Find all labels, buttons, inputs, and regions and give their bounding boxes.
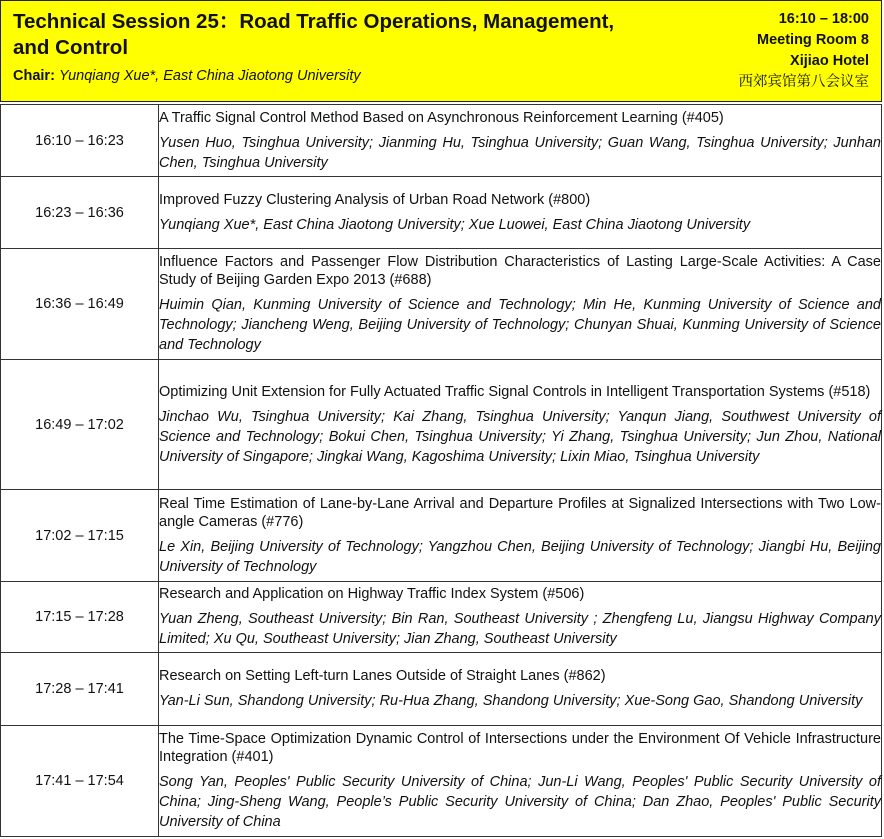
chair-label: Chair: xyxy=(13,68,55,84)
time-slot: 17:02 – 17:15 xyxy=(1,490,159,582)
table-row xyxy=(1,582,882,653)
time-slot: 17:28 – 17:41 xyxy=(1,653,159,726)
paper-cell xyxy=(159,582,882,653)
paper-cell xyxy=(159,360,882,490)
chair-line xyxy=(13,68,361,84)
paper-cell xyxy=(159,726,882,837)
paper-cell xyxy=(159,653,882,726)
paper-authors: Le Xin, Beijing University of Technology; Yangzhou Chen, Beijing University of Technology; Jiangbi Hu, Beijing University of Technology xyxy=(159,538,881,575)
time-slot: 17:15 – 17:28 xyxy=(1,582,159,653)
table-row xyxy=(1,360,882,490)
paper-authors: Huimin Qian, Kunming University of Science and Technology; Min He, Kunming University of Science and Technology; Jiancheng Weng, Beijing University of Technology; Chunyan Shuai, Kunming University of Science and Technology xyxy=(159,297,881,353)
venue-block xyxy=(739,9,870,93)
table-row xyxy=(1,249,882,360)
paper-cell xyxy=(159,105,882,177)
paper-cell xyxy=(159,249,882,360)
hotel-name: Xijiao Hotel xyxy=(790,53,869,69)
session-header xyxy=(0,0,882,102)
meeting-room-chinese: 西郊宾馆第八会议室 xyxy=(738,74,869,90)
paper-authors: Yuan Zheng, Southeast University; Bin Ran, Southeast University ; Zhengfeng Lu, Jiangsu Highway Company Limited; Xu Qu, Southeast University; Jian Zhang, Southeast University xyxy=(159,611,881,647)
paper-title: Research on Setting Left-turn Lanes Outside of Straight Lanes (#862) xyxy=(159,668,606,684)
paper-authors: Yunqiang Xue*, East China Jiaotong University; Xue Luowei, East China Jiaotong University xyxy=(159,216,751,233)
paper-title: Optimizing Unit Extension for Fully Actuated Traffic Signal Controls in Intelligent Transportation Systems (#518) xyxy=(159,383,871,400)
chair-name: Yunqiang Xue*, East China Jiaotong University xyxy=(58,68,361,84)
paper-title: A Traffic Signal Control Method Based on Asynchronous Reinforcement Learning (#405) xyxy=(159,109,724,126)
time-slot: 16:23 – 16:36 xyxy=(1,177,159,249)
paper-title: The Time-Space Optimization Dynamic Control of Intersections under the Environment Of Vehicle Infrastructure Integration (#401) xyxy=(159,731,881,765)
session-time: 16:10 – 18:00 xyxy=(778,11,869,27)
paper-authors: Yan-Li Sun, Shandong University; Ru-Hua Zhang, Shandong University; Xue-Song Gao, Shandong University xyxy=(159,693,863,709)
time-slot: 16:36 – 16:49 xyxy=(1,249,159,360)
time-slot: 17:41 – 17:54 xyxy=(1,726,159,837)
table-row xyxy=(1,653,882,726)
meeting-room: Meeting Room 8 xyxy=(757,32,869,48)
paper-title: Real Time Estimation of Lane-by-Lane Arrival and Departure Profiles at Signalized Intersections with Two Low-angle Cameras (#776) xyxy=(159,495,881,530)
table-row xyxy=(1,490,882,582)
paper-title: Influence Factors and Passenger Flow Distribution Characteristics of Lasting Large-Scale Activities: A Case Study of Beijing Garden Expo 2013 (#688) xyxy=(159,254,881,288)
table-row xyxy=(1,726,882,837)
session-title: Technical Session 25：Road Traffic Operations, Management, and Control xyxy=(13,10,615,59)
schedule-table xyxy=(0,104,882,837)
paper-authors: Song Yan, Peoples' Public Security University of China; Jun-Li Wang, Peoples' Public Security University of China; Jing-Sheng Wang, People’s Public Security University of China; Dan Zhao, Peoples' Public Security University of China xyxy=(159,774,881,830)
table-row xyxy=(1,105,882,177)
table-row xyxy=(1,177,882,249)
time-slot: 16:49 – 17:02 xyxy=(1,360,159,490)
paper-cell xyxy=(159,490,882,582)
paper-authors: Yusen Huo, Tsinghua University; Jianming Hu, Tsinghua University; Guan Wang, Tsinghua University; Junhan Chen, Tsinghua University xyxy=(159,134,881,171)
paper-cell xyxy=(159,177,882,249)
paper-title: Research and Application on Highway Traffic Index System (#506) xyxy=(159,586,585,602)
paper-title: Improved Fuzzy Clustering Analysis of Urban Road Network (#800) xyxy=(159,191,591,208)
time-slot: 16:10 – 16:23 xyxy=(1,105,159,177)
paper-authors: Jinchao Wu, Tsinghua University; Kai Zhang, Tsinghua University; Yanqun Jiang, Southwest University of Science and Technology; Bokui Chen, Tsinghua University; Yi Zhang, Tsinghua University; Jun Zhou, National University of Singapore; Jingkai Wang, Kagoshima University; Lixin Miao, Tsinghua University xyxy=(159,408,881,465)
